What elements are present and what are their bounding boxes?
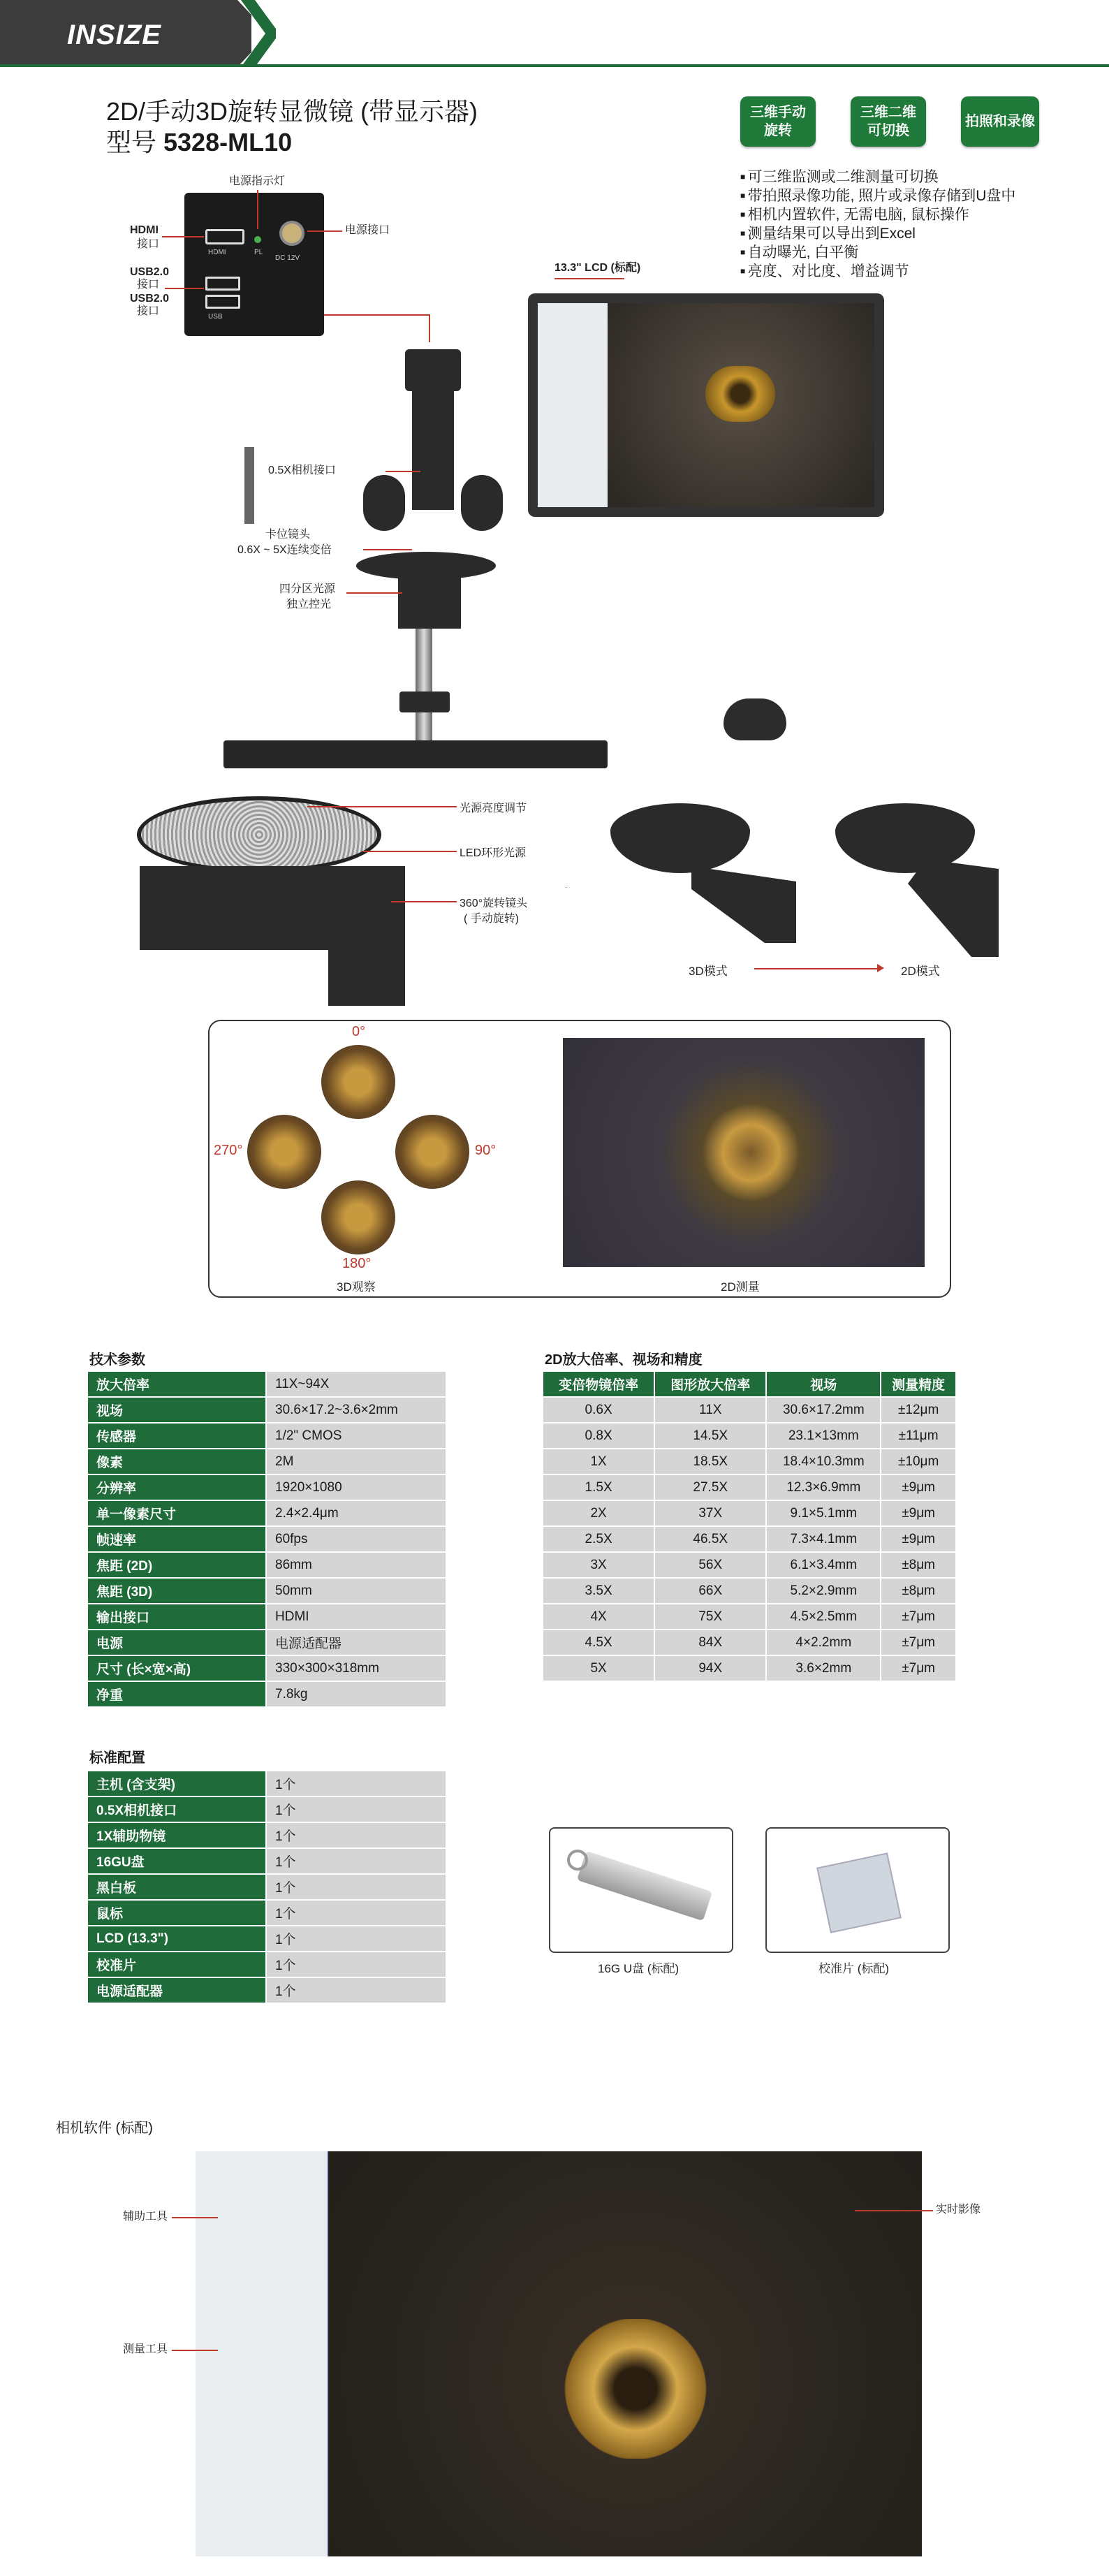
cell: ±7μm bbox=[881, 1604, 956, 1630]
table-row bbox=[87, 1796, 446, 1822]
spec-key: 帧速率 bbox=[87, 1526, 266, 1552]
cell: 14.5X bbox=[654, 1423, 766, 1449]
angle-0: 0° bbox=[352, 1024, 366, 1039]
cell: ±9μm bbox=[881, 1474, 956, 1500]
mode-2d-arm bbox=[908, 859, 999, 957]
callout-line bbox=[172, 2217, 218, 2218]
label-lcd: 13.3" LCD (标配) bbox=[554, 262, 641, 274]
std-title: 标准配置 bbox=[89, 1750, 145, 1766]
config-item: LCD (13.3") bbox=[87, 1926, 266, 1952]
usb-drive-image bbox=[577, 1851, 712, 1922]
cell: 0.8X bbox=[543, 1423, 654, 1449]
cell: 27.5X bbox=[654, 1474, 766, 1500]
callout-line bbox=[363, 851, 457, 852]
cell: 3X bbox=[543, 1552, 654, 1578]
cell: 5X bbox=[543, 1655, 654, 1681]
table-row bbox=[87, 1474, 446, 1500]
label-rotate-1: 360°旋转镜头 bbox=[460, 898, 528, 909]
config-qty: 1个 bbox=[266, 1952, 446, 1977]
focus-knob bbox=[461, 475, 503, 531]
config-qty: 1个 bbox=[266, 1796, 446, 1822]
column-header: 图形放大倍率 bbox=[654, 1371, 766, 1397]
table-row bbox=[543, 1474, 956, 1500]
spec-key: 净重 bbox=[87, 1681, 266, 1707]
spec-key: 传感器 bbox=[87, 1423, 266, 1449]
cell: ±8μm bbox=[881, 1552, 956, 1578]
cell: 6.1×3.4mm bbox=[766, 1552, 881, 1578]
label-brightness: 光源亮度调节 bbox=[460, 803, 527, 814]
label-mode-3d: 3D模式 bbox=[689, 965, 728, 978]
feature-item: ■ 可三维监测或二维测量可切换 bbox=[740, 168, 1015, 186]
table-row bbox=[543, 1449, 956, 1474]
table-row bbox=[543, 1423, 956, 1449]
cell: ±7μm bbox=[881, 1630, 956, 1655]
cell: ±7μm bbox=[881, 1655, 956, 1681]
column-header: 变倍物镜倍率 bbox=[543, 1371, 654, 1397]
table-row bbox=[87, 1604, 446, 1630]
caption-usb: 16G U盘 (标配) bbox=[598, 1962, 680, 1975]
cell: 18.4×10.3mm bbox=[766, 1449, 881, 1474]
usb-drive-card bbox=[549, 1827, 733, 1953]
spec-key: 像素 bbox=[87, 1449, 266, 1474]
model-prefix: 型号 bbox=[106, 128, 164, 156]
callout-line bbox=[385, 471, 420, 472]
cell: 37X bbox=[654, 1500, 766, 1526]
cell: 18.5X bbox=[654, 1449, 766, 1474]
table-row bbox=[87, 1552, 446, 1578]
label-power-led: 电源指示灯 bbox=[229, 175, 286, 187]
model-number: 5328-ML10 bbox=[163, 128, 293, 156]
feature-item: ■ 相机内置软件, 无需电脑, 鼠标操作 bbox=[740, 205, 1015, 224]
callout-line bbox=[391, 901, 457, 902]
feature-item: ■ 亮度、对比度、增益调节 bbox=[740, 262, 1015, 281]
mouse-image bbox=[724, 698, 786, 740]
table-row bbox=[87, 1449, 446, 1474]
cell: 2X bbox=[543, 1500, 654, 1526]
panel-usb-text: USB bbox=[208, 313, 223, 321]
label-measure-tools: 测量工具 bbox=[123, 2343, 168, 2355]
cell: 1.5X bbox=[543, 1474, 654, 1500]
config-item: 黑白板 bbox=[87, 1874, 266, 1900]
dc-jack-icon bbox=[279, 221, 304, 246]
table-row bbox=[543, 1500, 956, 1526]
cell: 23.1×13mm bbox=[766, 1423, 881, 1449]
cell: ±10μm bbox=[881, 1449, 956, 1474]
spec-value: 2M bbox=[266, 1449, 446, 1474]
spec-key: 视场 bbox=[87, 1397, 266, 1423]
cell: ±12μm bbox=[881, 1397, 956, 1423]
table-row bbox=[87, 1874, 446, 1900]
config-item: 16GU盘 bbox=[87, 1848, 266, 1874]
spec-value: 60fps bbox=[266, 1526, 446, 1552]
cell: 0.6X bbox=[543, 1397, 654, 1423]
cell: ±11μm bbox=[881, 1423, 956, 1449]
lcd-monitor bbox=[528, 293, 884, 517]
callout-line bbox=[307, 230, 342, 232]
cell: 2.5X bbox=[543, 1526, 654, 1552]
cell: ±9μm bbox=[881, 1500, 956, 1526]
cell: 66X bbox=[654, 1578, 766, 1604]
label-lens-2: 0.6X ~ 5X连续变倍 bbox=[237, 544, 332, 556]
cell: 4X bbox=[543, 1604, 654, 1630]
config-qty: 1个 bbox=[266, 1926, 446, 1952]
spec-key: 分辨率 bbox=[87, 1474, 266, 1500]
label-live-image: 实时影像 bbox=[936, 2204, 981, 2216]
config-qty: 1个 bbox=[266, 1848, 446, 1874]
panel-pl-text: PL bbox=[254, 249, 263, 256]
cell: 12.3×6.9mm bbox=[766, 1474, 881, 1500]
config-item: 0.5X相机接口 bbox=[87, 1796, 266, 1822]
angle-90: 90° bbox=[475, 1143, 497, 1158]
view-0-image bbox=[321, 1045, 395, 1119]
table-row bbox=[87, 1681, 446, 1707]
connector-panel bbox=[184, 193, 324, 336]
angle-270: 270° bbox=[214, 1143, 243, 1158]
page-header bbox=[0, 0, 1109, 70]
table-row bbox=[543, 1630, 956, 1655]
config-qty: 1个 bbox=[266, 1977, 446, 2003]
label-mode-2d: 2D模式 bbox=[901, 965, 940, 978]
led-ring-closeup bbox=[137, 796, 381, 873]
standard-config-table bbox=[87, 1770, 447, 2004]
column-header: 视场 bbox=[766, 1371, 881, 1397]
table-row bbox=[543, 1526, 956, 1552]
badge-text: 旋转 bbox=[764, 123, 792, 138]
caption-3d-view: 3D观察 bbox=[337, 1280, 376, 1294]
callout-line bbox=[363, 549, 412, 550]
label-lens-1: 卡位镜头 bbox=[265, 529, 311, 541]
spec-value: 2.4×2.4μm bbox=[266, 1500, 446, 1526]
spec-value: 330×300×318mm bbox=[266, 1655, 446, 1681]
caption-2d-measure: 2D测量 bbox=[721, 1280, 760, 1294]
feature-item: ■ 测量结果可以导出到Excel bbox=[740, 224, 1015, 243]
table-row bbox=[87, 1771, 446, 1796]
spec-value: 50mm bbox=[266, 1578, 446, 1604]
config-qty: 1个 bbox=[266, 1822, 446, 1848]
config-item: 主机 (含支架) bbox=[87, 1771, 266, 1796]
table-row bbox=[87, 1500, 446, 1526]
usb-port-icon bbox=[205, 277, 240, 291]
view-90-image bbox=[395, 1115, 469, 1189]
specs-table bbox=[87, 1370, 447, 1708]
config-qty: 1个 bbox=[266, 1874, 446, 1900]
callout-line bbox=[346, 592, 402, 594]
badge-text: 可切换 bbox=[867, 123, 909, 138]
software-screenshot bbox=[196, 2151, 922, 2556]
caption-calibration: 校准片 (标配) bbox=[818, 1962, 890, 1975]
table-row bbox=[87, 1848, 446, 1874]
table-row bbox=[543, 1552, 956, 1578]
camera-head bbox=[405, 349, 461, 391]
cell: 4×2.2mm bbox=[766, 1630, 881, 1655]
cell: 7.3×4.1mm bbox=[766, 1526, 881, 1552]
software-title: 相机软件 (标配) bbox=[56, 2121, 153, 2136]
feature-list bbox=[740, 168, 1015, 281]
lcd-screen bbox=[538, 303, 874, 507]
cell: 3.5X bbox=[543, 1578, 654, 1604]
label-power-port: 电源接口 bbox=[345, 224, 390, 236]
spec-key: 焦距 (2D) bbox=[87, 1552, 266, 1578]
keyring-icon bbox=[567, 1850, 588, 1871]
table-row bbox=[87, 1397, 446, 1423]
label-hdmi: HDMI bbox=[130, 224, 159, 236]
config-item: 1X辅助物镜 bbox=[87, 1822, 266, 1848]
callout-line bbox=[257, 190, 258, 229]
mode-3d-bowl bbox=[610, 803, 750, 873]
table-row bbox=[87, 1578, 446, 1604]
cell: 4.5X bbox=[543, 1630, 654, 1655]
label-usb-1-port: 接口 bbox=[137, 279, 160, 291]
table-row bbox=[87, 1630, 446, 1655]
rotation-bar bbox=[244, 447, 254, 524]
zoom-body bbox=[412, 391, 454, 510]
label-usb-1: USB2.0 bbox=[130, 266, 170, 278]
spec-key: 尺寸 (长×宽×高) bbox=[87, 1655, 266, 1681]
pillar-clamp bbox=[399, 691, 450, 712]
callout-line bbox=[172, 2350, 218, 2351]
calibration-card bbox=[765, 1827, 950, 1953]
mode-2d-bowl bbox=[835, 803, 975, 873]
badge-text: 三维手动 bbox=[750, 105, 806, 120]
view-180-image bbox=[321, 1180, 395, 1254]
config-item: 电源适配器 bbox=[87, 1977, 266, 2003]
cell: 5.2×2.9mm bbox=[766, 1578, 881, 1604]
model-line bbox=[106, 127, 478, 158]
callout-line bbox=[554, 278, 624, 279]
spec-value: 7.8kg bbox=[266, 1681, 446, 1707]
spec-value: 30.6×17.2~3.6×2mm bbox=[266, 1397, 446, 1423]
software-panel bbox=[196, 2151, 328, 2556]
panel-hdmi-text: HDMI bbox=[208, 249, 226, 256]
feature-item: ■ 带拍照录像功能, 照片或录像存储到U盘中 bbox=[740, 186, 1015, 205]
spec-key: 焦距 (3D) bbox=[87, 1578, 266, 1604]
focus-knob bbox=[363, 475, 405, 531]
cell: ±8μm bbox=[881, 1578, 956, 1604]
cell: 56X bbox=[654, 1552, 766, 1578]
label-aux-tools: 辅助工具 bbox=[123, 2211, 168, 2223]
cell: 75X bbox=[654, 1604, 766, 1630]
brand-logo: INSIZE bbox=[67, 20, 161, 50]
callout-line bbox=[307, 806, 457, 807]
cell: 30.6×17.2mm bbox=[766, 1397, 881, 1423]
spec-value: 1920×1080 bbox=[266, 1474, 446, 1500]
cell: 1X bbox=[543, 1449, 654, 1474]
label-hdmi-port: 接口 bbox=[137, 238, 160, 250]
table-row bbox=[87, 1926, 446, 1952]
cell: 3.6×2mm bbox=[766, 1655, 881, 1681]
cell: 9.1×5.1mm bbox=[766, 1500, 881, 1526]
spec-value: 电源适配器 bbox=[266, 1630, 446, 1655]
table-row bbox=[87, 1655, 446, 1681]
config-qty: 1个 bbox=[266, 1771, 446, 1796]
brass-insert-image bbox=[531, 2319, 740, 2459]
spec-key: 输出接口 bbox=[87, 1604, 266, 1630]
software-sidebar bbox=[538, 303, 608, 507]
rotation-arm bbox=[398, 573, 461, 629]
cell: 4.5×2.5mm bbox=[766, 1604, 881, 1630]
table-row bbox=[543, 1578, 956, 1604]
config-qty: 1个 bbox=[266, 1900, 446, 1926]
arrow-head-icon bbox=[877, 964, 884, 972]
product-title bbox=[106, 96, 478, 158]
callout-line bbox=[165, 288, 204, 289]
calibration-plate-image bbox=[816, 1852, 902, 1933]
spec-key: 单一像素尺寸 bbox=[87, 1500, 266, 1526]
header-rule bbox=[0, 64, 1109, 67]
table-row bbox=[87, 1977, 446, 2003]
table-header-row bbox=[543, 1371, 956, 1397]
spec-value: 11X~94X bbox=[266, 1371, 446, 1397]
view-270-image bbox=[247, 1115, 321, 1189]
arm-closeup bbox=[328, 908, 405, 1006]
label-light-1: 四分区光源 bbox=[279, 583, 336, 595]
specs-title: 技术参数 bbox=[89, 1352, 145, 1368]
label-light-2: 独立控光 bbox=[286, 599, 332, 610]
cell: 94X bbox=[654, 1655, 766, 1681]
hdmi-port-icon bbox=[205, 229, 244, 244]
table-row bbox=[87, 1952, 446, 1977]
table-row bbox=[543, 1397, 956, 1423]
cell: ±9μm bbox=[881, 1526, 956, 1552]
config-item: 校准片 bbox=[87, 1952, 266, 1977]
label-usb-2-port: 接口 bbox=[137, 305, 160, 317]
mode-arrow bbox=[754, 968, 880, 969]
angle-180: 180° bbox=[342, 1256, 372, 1271]
power-led-icon bbox=[254, 236, 261, 243]
badge-photo-video bbox=[961, 96, 1039, 147]
callout-line bbox=[324, 314, 429, 316]
cell: 46.5X bbox=[654, 1526, 766, 1552]
spec-key: 电源 bbox=[87, 1630, 266, 1655]
mode-3d-arm bbox=[691, 866, 796, 943]
brass-insert-image bbox=[705, 366, 775, 422]
panel-dc-text: DC 12V bbox=[275, 254, 300, 262]
spec-value: 86mm bbox=[266, 1552, 446, 1578]
measurement-image bbox=[563, 1038, 925, 1267]
column-header: 测量精度 bbox=[881, 1371, 956, 1397]
label-usb-2: USB2.0 bbox=[130, 293, 170, 305]
cell: 11X bbox=[654, 1397, 766, 1423]
config-item: 鼠标 bbox=[87, 1900, 266, 1926]
spec-key: 放大倍率 bbox=[87, 1371, 266, 1397]
label-camera-port: 0.5X相机接口 bbox=[268, 464, 336, 476]
table-row bbox=[87, 1526, 446, 1552]
table-row bbox=[543, 1655, 956, 1681]
label-rotate-2: ( 手动旋转) bbox=[464, 913, 520, 925]
badge-text: 三维二维 bbox=[860, 105, 916, 120]
table-row bbox=[87, 1371, 446, 1397]
badge-3d-rotate bbox=[740, 96, 816, 147]
title-line: 2D/手动3D旋转显微镜 (带显示器) bbox=[106, 97, 478, 126]
table-row bbox=[543, 1604, 956, 1630]
badge-3d-2d-switch bbox=[851, 96, 926, 147]
table-row bbox=[87, 1900, 446, 1926]
table-row bbox=[87, 1423, 446, 1449]
feature-item: ■ 自动曝光, 白平衡 bbox=[740, 243, 1015, 262]
cell: 84X bbox=[654, 1630, 766, 1655]
mag-title: 2D放大倍率、视场和精度 bbox=[545, 1352, 703, 1368]
stage-base bbox=[223, 740, 608, 768]
magnification-table bbox=[542, 1370, 957, 1682]
spec-value: 1/2" CMOS bbox=[266, 1423, 446, 1449]
label-ring-light: LED环形光源 bbox=[460, 847, 527, 859]
badge-text: 拍照和录像 bbox=[965, 114, 1035, 129]
usb-port-icon bbox=[205, 295, 240, 309]
pillar bbox=[416, 629, 432, 740]
spec-value: HDMI bbox=[266, 1604, 446, 1630]
callout-line bbox=[855, 2210, 933, 2211]
table-row bbox=[87, 1822, 446, 1848]
callout-line bbox=[162, 236, 204, 237]
